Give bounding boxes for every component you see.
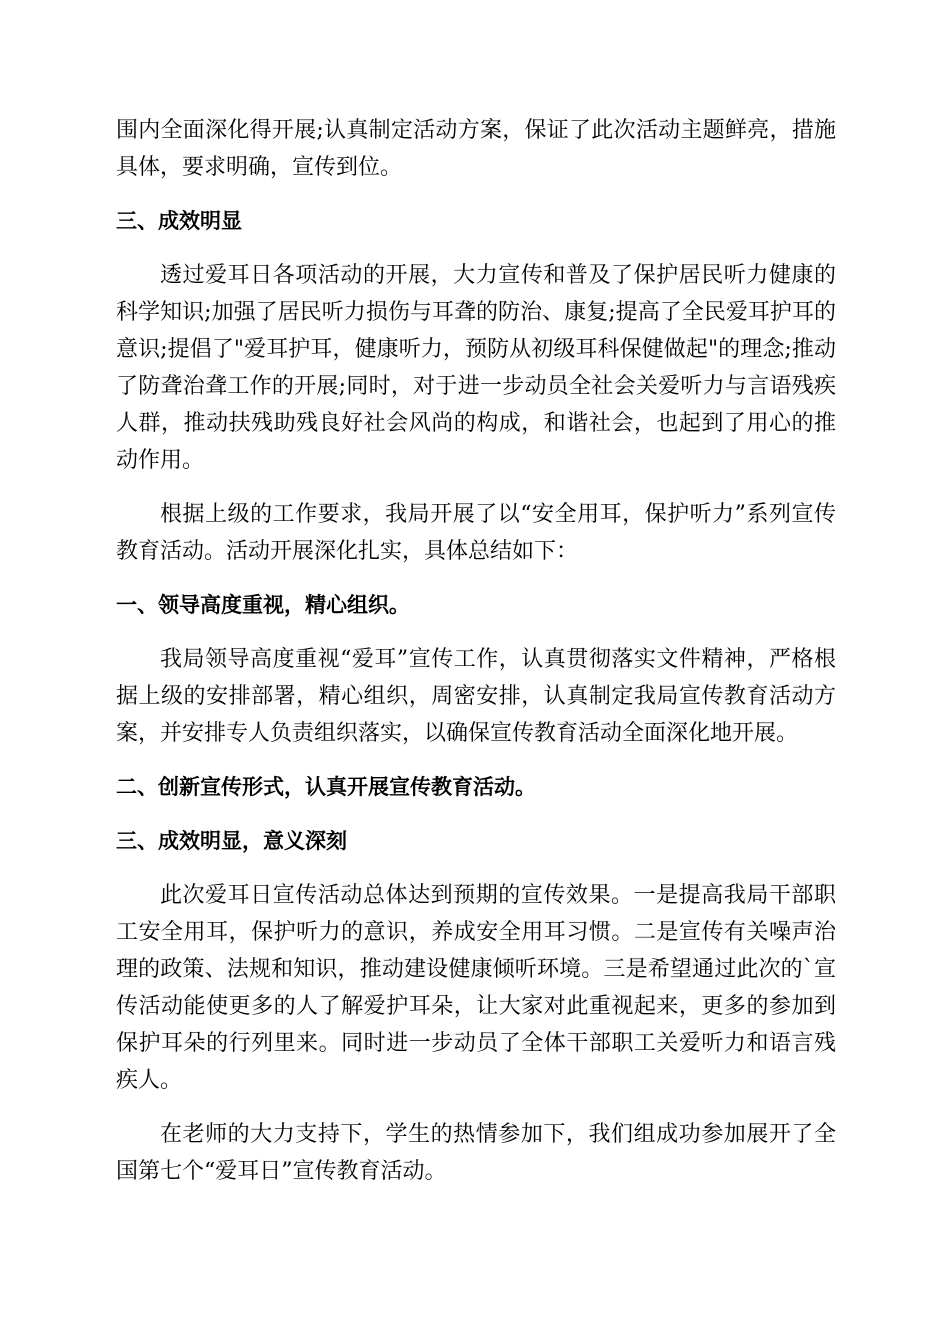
- document-page: [116, 112, 836, 1207]
- paragraph-closing: 在老师的大力支持下，学生的热情参加下，我们组成功参加展开了全国第七个“爱耳日”宣传教育活动。: [116, 1122, 836, 1184]
- paragraph-leadership: 我局领导高度重视“爱耳”宣传工作，认真贯彻落实文件精神，严格根据上级的安排部署，精心组织，周密安排，认真制定我局宣传教育活动方案，并安排专人负责组织落实，以确保宣传教育活动全面深化地开展。: [116, 647, 836, 746]
- section-heading-leadership: 一、领导高度重视，精心组织。: [116, 593, 410, 617]
- paragraph-continuation: 围内全面深化得开展;认真制定活动方案，保证了此次活动主题鲜亮，措施具体，要求明确，宣传到位。: [116, 118, 836, 180]
- section-heading-results: 三、成效明显: [116, 209, 242, 233]
- paragraph-intro: 根据上级的工作要求，我局开展了以“安全用耳，保护听力”系列宣传教育活动。活动开展深化扎实，具体总结如下：: [116, 502, 836, 564]
- section-heading-significance: 三、成效明显，意义深刻: [116, 829, 347, 853]
- section-heading-innovation: 二、创新宣传形式，认真开展宣传教育活动。: [116, 775, 536, 799]
- paragraph-results: 透过爱耳日各项活动的开展，大力宣传和普及了保护居民听力健康的科学知识;加强了居民听力损伤与耳聋的防治、康复;提高了全民爱耳护耳的意识;提倡了"爱耳护耳，健康听力，预防从初级耳科保健做起"的理念;推动了防聋治聋工作的开展;同时，对于进一步动员全社会关爱听力与言语残疾人群，推动扶残助残良好社会风尚的构成，和谐社会，也起到了用心的推动作用。: [116, 263, 836, 473]
- paragraph-significance: 此次爱耳日宣传活动总体达到预期的宣传效果。一是提高我局干部职工安全用耳，保护听力的意识，养成安全用耳习惯。二是宣传有关噪声治理的政策、法规和知识，推动建设健康倾听环境。三是希望通过此次的`宣传活动能使更多的人了解爱护耳朵，让大家对此重视起来，更多的参加到保护耳朵的行列里来。同时进一步动员了全体干部职工关爱听力和语言残疾人。: [116, 883, 836, 1093]
